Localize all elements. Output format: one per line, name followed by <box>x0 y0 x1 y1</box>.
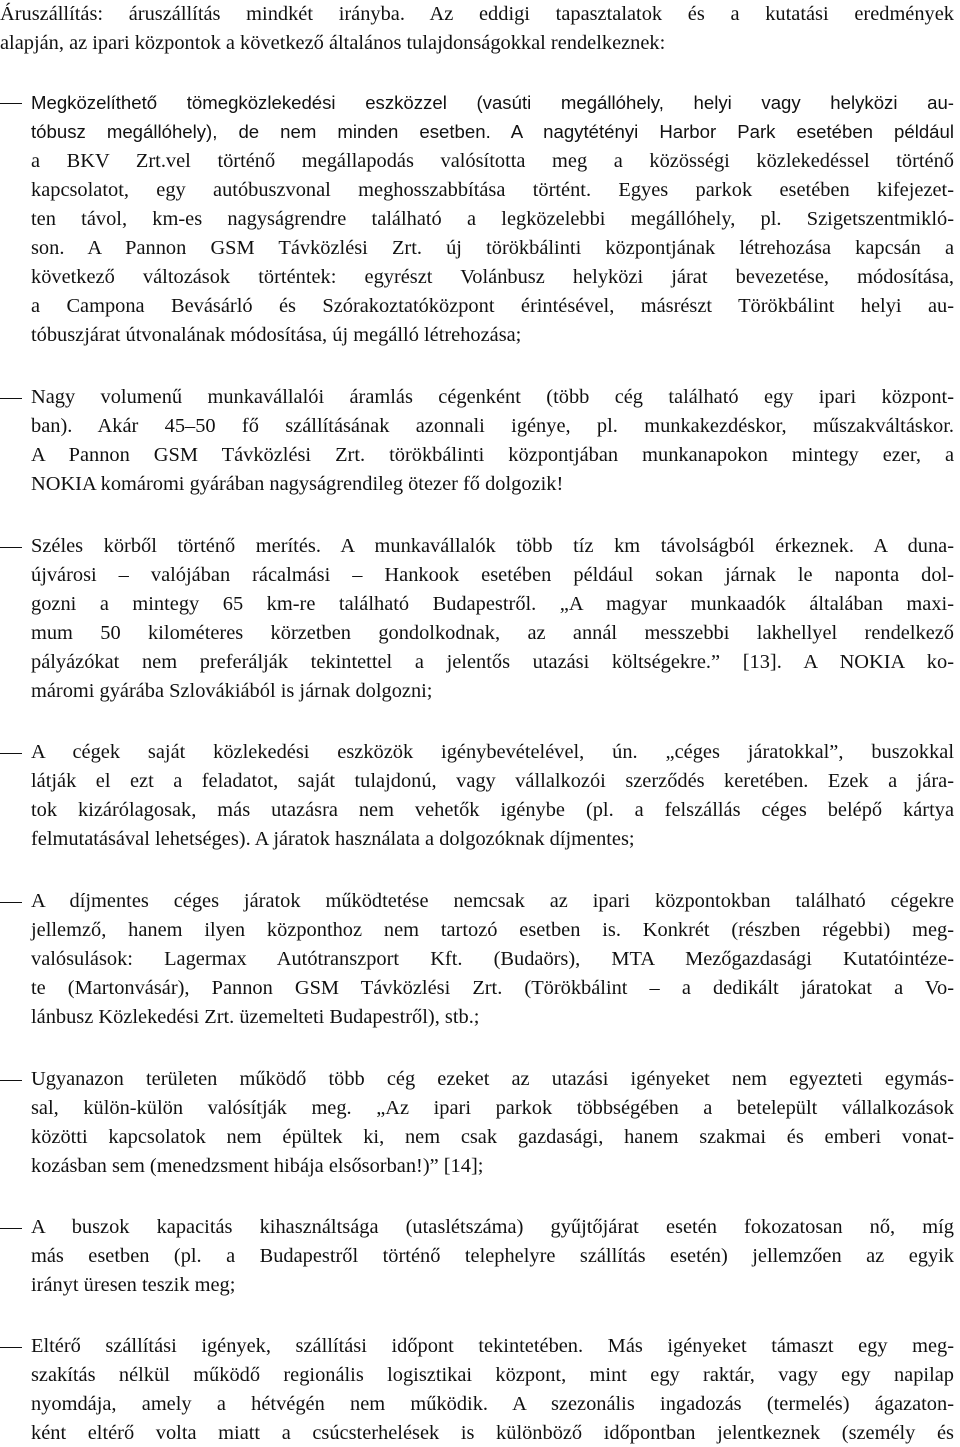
list-item-line: tóbuszjárat útvonalának módosítása, új megálló létrehozása; <box>31 324 522 346</box>
list-item-line: ban). Akár 45–50 fő szállításának azonnali igénye, pl. munkakezdéskor, műszakváltáskor. <box>31 415 954 437</box>
list-item-line: nyomdája, amely a hétvégén nem működik. A szezonális ingadozás (termelés) ágazaton- <box>31 1393 954 1415</box>
list-item-line: Ugyanazon területen működő több cég ezeket az utazási igényeket nem egyezteti egymás- <box>31 1068 954 1090</box>
list-item-line: kozásban sem (menedzsment hibája elsősorban!)” [14]; <box>31 1155 484 1177</box>
list-dash-marker <box>0 398 22 399</box>
list-item-line: gozni a mintegy 65 km-re található Budapestről. „A magyar munkaadók általában maxi- <box>31 593 954 615</box>
list-item-line: A buszok kapacitás kihasználtsága (utaslétszáma) gyűjtőjárat esetén fokozatosan nő, míg <box>31 1216 954 1238</box>
list-item-line: jellemző, hanem ilyen központhoz nem tartozó esetben is. Konkrét (részben régebbi) meg- <box>31 919 954 941</box>
list-item-line: Nagy volumenű munkavállalói áramlás cégenként (több cég található egy ipari központ- <box>31 386 954 408</box>
list-item-line: közötti kapcsolatok nem épültek ki, nem csak gazdasági, hanem szakmai és emberi vonat- <box>31 1126 954 1148</box>
list-item-line: A Pannon GSM Távközlési Zrt. törökbálinti központjában munkanapokon mintegy ezer, a <box>31 444 954 466</box>
list-item-line: látják el ezt a feladatot, saját tulajdonú, vagy vállalkozói szerződés keretében. Ezek a jára- <box>31 770 954 792</box>
intro-line: alapján, az ipari központok a következő általános tulajdonságokkal rendelkeznek: <box>0 32 666 54</box>
list-item-line: a Campona Bevásárló és Szórakoztatóközpont érintésével, másrészt Törökbálint helyi au- <box>31 295 954 317</box>
list-item-line: mum 50 kilométeres körzetben gondolkodnak, az annál messzebbi lakhellyel rendelkező <box>31 622 954 644</box>
list-item-line: pályázókat nem preferálják tekintettel a jelentős utazási költségekre.” [13]. A NOKIA ko- <box>31 651 954 673</box>
list-dash-marker <box>0 547 22 548</box>
list-item-line: Megközelíthető tömegközlekedési eszközzel (vasúti megállóhely, helyi vagy helyközi au- <box>31 92 954 113</box>
list-dash-marker <box>0 902 22 903</box>
list-item-line: irányt üresen teszik meg; <box>31 1274 236 1296</box>
list-item-line: NOKIA komáromi gyárában nagyságrendileg ötezer fő dolgozik! <box>31 473 564 495</box>
list-item-line: kapcsolatot, egy autóbuszvonal meghosszabbítása történt. Egyes parkok esetében kifejezet- <box>31 179 954 201</box>
list-item-line: tok kizárólagosak, más utazásra nem vehetők igénybe (pl. a felszállás céges belépő kártya <box>31 799 954 821</box>
list-item-line: tóbusz megállóhely), de nem minden esetben. A nagytétényi Harbor Park esetében például <box>31 121 954 142</box>
list-item-line: következő változások történtek: egyrészt Volánbusz helyközi járat bevezetése, módosítása, <box>31 266 954 288</box>
list-item-line: lánbusz Közlekedési Zrt. üzemelteti Budapestről), stb.; <box>31 1006 480 1028</box>
list-item-line: más esetben (pl. a Budapestről történő telephelyre szállítás esetén) jellemzően az egyik <box>31 1245 954 1267</box>
list-item-line: sal, külön-külön valósítják meg. „Az ipari parkok többségében a betelepült vállalkozások <box>31 1097 954 1119</box>
intro-line: Áruszállítás: áruszállítás mindkét irányba. Az eddigi tapasztalatok és a kutatási eredmények <box>0 3 954 25</box>
list-dash-marker <box>0 753 22 754</box>
list-item-line: son. A Pannon GSM Távközlési Zrt. új törökbálinti központjának létrehozása kapcsán a <box>31 237 954 259</box>
list-item-line: A díjmentes céges járatok működtetése nemcsak az ipari központokban található cégekre <box>31 890 954 912</box>
list-item-line: ként eltérő volta miatt a csúcsterhelések is különböző időpontban jelentkeznek (személy és <box>31 1422 954 1444</box>
list-item-line: valósulások: Lagermax Autótranszport Kft. (Budaörs), MTA Mezőgazdasági Kutatóintéze- <box>31 948 954 970</box>
list-item-line: a BKV Zrt.vel történő megállapodás valósította meg a közösségi közlekedéssel történő <box>31 150 954 172</box>
list-item-line: te (Martonvásár), Pannon GSM Távközlési Zrt. (Törökbálint – a dedikált járatokat a Vo- <box>31 977 954 999</box>
list-item-line: A cégek saját közlekedési eszközök igénybevételével, ún. „céges járatokkal”, buszokkal <box>31 741 954 763</box>
list-dash-marker <box>0 103 22 104</box>
list-item-line: ten távol, km-es nagyságrendre található a legközelebbi megállóhely, pl. Szigetszentmikló- <box>31 208 954 230</box>
list-dash-marker <box>0 1228 22 1229</box>
list-item-line: máromi gyárába Szlovákiából is járnak dolgozni; <box>31 680 433 702</box>
list-item-line: Eltérő szállítási igények, szállítási időpont tekintetében. Más igényeket támaszt egy meg- <box>31 1335 954 1357</box>
list-item-line: Széles körből történő merítés. A munkavállalók több tíz km távolságból érkeznek. A duna- <box>31 535 954 557</box>
list-item-line: felmutatásával lehetséges). A járatok használata a dolgozóknak díjmentes; <box>31 828 635 850</box>
list-item-line: szakítás nélkül működő regionális logisztikai központ, mint egy raktár, vagy egy napilap <box>31 1364 954 1386</box>
list-item-line: újvárosi – valójában rácalmási – Hankook esetében például sokan járnak le naponta dol- <box>31 564 954 586</box>
list-dash-marker <box>0 1080 22 1081</box>
list-dash-marker <box>0 1347 22 1348</box>
